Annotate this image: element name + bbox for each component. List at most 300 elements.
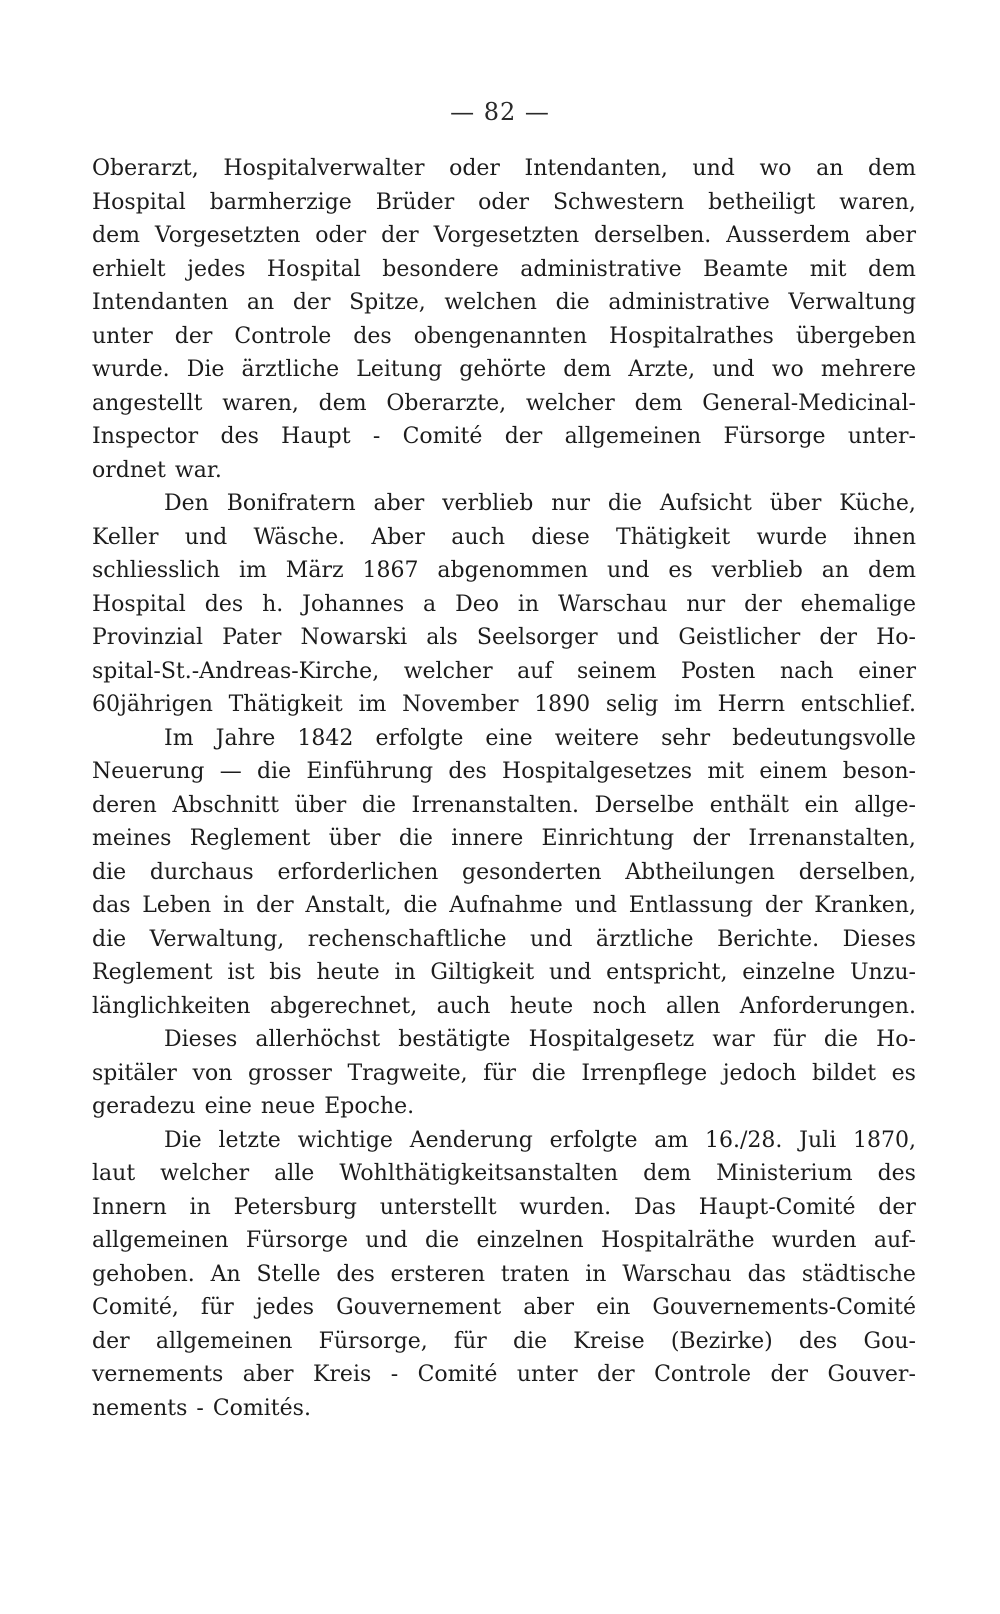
word: Seelsorger — [476, 625, 598, 650]
word: übergeben — [795, 323, 916, 349]
word: spital-St.-Andreas-Kirche, — [92, 658, 380, 684]
word: Die — [164, 1127, 202, 1153]
word: noch — [592, 993, 647, 1019]
word: - — [390, 1362, 399, 1387]
word: einer — [858, 658, 916, 684]
word: Posten — [680, 658, 756, 684]
word: jedes — [187, 256, 246, 282]
word: Leben — [142, 893, 212, 918]
text-line — [92, 1191, 916, 1225]
word: allen — [665, 993, 721, 1019]
word: März — [285, 558, 344, 583]
word: spitäler — [92, 1060, 177, 1086]
word: Nowarski — [300, 625, 408, 650]
word: Derselbe — [594, 792, 695, 818]
word: und — [549, 960, 592, 985]
word: Unzu- — [850, 960, 916, 985]
word: der — [255, 893, 294, 918]
word: erfolgte — [375, 725, 464, 751]
word: angestellt — [92, 390, 203, 416]
word: heute — [509, 993, 574, 1019]
word: h. — [262, 591, 284, 617]
word: erforderlichen — [277, 859, 439, 885]
page-number: — 82 — — [450, 98, 550, 126]
word: wo — [759, 156, 792, 181]
word: Hospitalgesetz — [528, 1027, 695, 1052]
text-line — [92, 1358, 916, 1392]
word: Stelle — [256, 1261, 321, 1287]
word: für — [453, 1328, 487, 1354]
word: neue — [260, 1094, 316, 1119]
word: betheiligt — [708, 189, 816, 215]
word: jedes — [255, 1295, 315, 1320]
word: Comités. — [212, 1395, 311, 1421]
word: aber — [242, 1362, 294, 1387]
word: des — [877, 1161, 916, 1186]
word: über — [328, 826, 381, 851]
word: Das — [633, 1194, 676, 1220]
word: der — [292, 290, 331, 315]
word: geradezu — [92, 1094, 196, 1119]
word: Reglement — [189, 826, 311, 851]
text-line — [92, 387, 916, 421]
word: sehr — [661, 725, 711, 751]
word: administrative — [520, 256, 682, 282]
word: Aber — [371, 524, 425, 550]
word: die — [823, 1027, 859, 1052]
word: die — [361, 792, 396, 818]
text-line — [92, 889, 916, 923]
word: ärztliche — [241, 357, 340, 382]
word: bedeutungsvolle — [732, 725, 916, 751]
word: an — [246, 290, 275, 315]
word: vernements — [92, 1362, 224, 1387]
word: aber — [523, 1295, 575, 1320]
word: bildet — [811, 1060, 877, 1086]
word: auch — [451, 524, 505, 550]
word: der — [381, 223, 419, 248]
word: Thätigkeit — [616, 524, 731, 550]
word: wurde. — [92, 357, 170, 382]
text-line — [92, 152, 916, 186]
word: der — [174, 323, 213, 349]
word: waren, — [222, 390, 299, 416]
word: im — [238, 558, 267, 583]
word: Hospitalräthe — [600, 1228, 755, 1253]
word: wo — [771, 357, 804, 382]
text-line — [92, 554, 916, 588]
text-line — [92, 1291, 916, 1325]
word: des — [448, 759, 487, 784]
text-line — [92, 1157, 916, 1191]
word: die — [607, 491, 643, 516]
word: für — [200, 1295, 234, 1320]
word: gehörte — [459, 357, 547, 382]
word: 1870, — [853, 1127, 916, 1153]
word: entspricht, — [606, 960, 728, 985]
word: im — [674, 692, 702, 717]
word: für — [483, 1060, 517, 1086]
word: mit — [809, 256, 847, 282]
text-line — [92, 1258, 916, 1292]
word: waren, — [839, 189, 916, 215]
word: - — [196, 1395, 204, 1421]
word: Gouvernements-Comité — [652, 1295, 916, 1320]
word: beson- — [842, 759, 916, 784]
word: dem — [643, 1161, 692, 1186]
word: auch — [436, 993, 491, 1019]
word: Gouvernement — [336, 1295, 502, 1320]
word: an — [816, 156, 844, 181]
word: ihnen — [853, 524, 916, 550]
word: dem — [868, 558, 916, 583]
word: unter — [516, 1362, 578, 1387]
word: Leitung — [356, 357, 443, 382]
word: mehrere — [820, 357, 916, 382]
word: des — [353, 323, 392, 349]
word: unter- — [847, 424, 916, 449]
word: Kreis — [312, 1362, 372, 1387]
word: Controle — [654, 1362, 751, 1387]
word: diese — [531, 524, 590, 550]
text-line — [92, 755, 916, 789]
word: Brüder — [375, 189, 455, 215]
word: von — [192, 1060, 233, 1086]
word: Tragweite, — [347, 1060, 468, 1086]
word: der — [770, 1362, 809, 1387]
word: 16./28. — [705, 1127, 783, 1153]
word: oder — [449, 156, 500, 181]
word: dem — [318, 390, 367, 416]
word: ein — [804, 792, 839, 818]
word: dem — [868, 156, 916, 181]
word: und — [712, 357, 755, 382]
word: Warschau — [622, 1261, 732, 1287]
word: einzelne — [742, 960, 836, 985]
word: aber — [373, 491, 425, 516]
word: Beamte — [703, 256, 789, 282]
word: Schwestern — [552, 189, 685, 215]
word: die — [403, 893, 438, 918]
word: bis — [269, 960, 302, 985]
word: bestätigte — [398, 1027, 511, 1052]
word: mit — [707, 759, 745, 784]
word: Comité — [417, 1362, 498, 1387]
word: Fürsorge — [245, 1228, 348, 1253]
word: die — [555, 290, 590, 315]
word: einzelnen — [476, 1228, 584, 1253]
word: Intendanten — [92, 290, 229, 315]
word: Ausserdem — [726, 223, 851, 248]
text-line — [92, 286, 916, 320]
word: rechenschaftliche — [307, 926, 507, 952]
word: der — [504, 424, 543, 449]
word: abgenommen — [437, 558, 589, 583]
word: welcher — [525, 390, 615, 416]
word: seinem — [577, 658, 657, 684]
word: Einrichtung — [541, 826, 675, 851]
word: An — [210, 1261, 241, 1287]
word: Einführung — [306, 759, 434, 784]
text-line — [92, 353, 916, 387]
word: entschlief. — [800, 692, 916, 717]
word: war — [712, 1027, 755, 1052]
word: gehoben. — [92, 1261, 195, 1287]
word: Geistlicher — [678, 625, 801, 650]
word: und — [692, 156, 735, 181]
word: Herrn — [717, 692, 786, 717]
word: Wohlthätigkeitsanstalten — [339, 1161, 619, 1186]
word: unter — [92, 323, 153, 349]
text-line — [92, 621, 916, 655]
word: in — [517, 591, 540, 617]
text-line — [92, 822, 916, 856]
text-line — [92, 219, 916, 253]
word: die — [256, 759, 292, 784]
word: dem — [634, 390, 683, 416]
word: Küche, — [839, 491, 916, 516]
word: das — [747, 1261, 787, 1287]
word: ein — [596, 1295, 631, 1320]
word: der — [92, 1328, 130, 1354]
word: 1890 — [534, 692, 591, 717]
word: der — [764, 893, 803, 918]
word: allgemeinen — [564, 424, 702, 449]
word: Ministerium — [716, 1161, 853, 1186]
word: meines — [92, 826, 172, 851]
word: ärztliche — [595, 926, 694, 952]
word: Irrenpflege — [581, 1060, 708, 1086]
word: es — [668, 558, 693, 583]
word: derselben, — [798, 859, 916, 885]
word: über — [769, 491, 822, 516]
word: - — [372, 424, 381, 449]
word: enthält — [709, 792, 789, 818]
word: städtische — [801, 1261, 916, 1287]
word: auf — [517, 658, 553, 684]
word: in — [189, 1194, 211, 1220]
text-line — [92, 1325, 916, 1359]
word: dem — [563, 357, 612, 382]
word: dem — [867, 256, 916, 282]
word: Aufnahme — [449, 893, 563, 918]
word: des — [220, 424, 259, 449]
word: die — [92, 859, 127, 885]
word: die — [425, 1228, 460, 1253]
text-line — [92, 1392, 916, 1426]
word: Hospital — [266, 256, 361, 282]
word: Dieses — [842, 926, 916, 952]
word: an — [821, 558, 850, 583]
word: Ho- — [876, 625, 916, 650]
word: verblieb — [711, 558, 803, 583]
word: erhielt — [92, 256, 166, 282]
text-line — [92, 420, 916, 454]
word: Abtheilungen — [625, 859, 775, 885]
word: a — [423, 591, 437, 617]
text-line — [92, 856, 916, 890]
text-line — [92, 1224, 916, 1258]
word: in — [394, 960, 416, 985]
text-line — [92, 1057, 916, 1091]
word: Entlassung — [628, 893, 754, 918]
word: Jahre — [215, 725, 276, 751]
text-line — [92, 789, 916, 823]
word: administrative — [608, 290, 770, 315]
word: und — [607, 558, 650, 583]
word: 1842 — [297, 725, 354, 751]
word: Berichte. — [717, 926, 820, 952]
word: Intendanten, — [524, 156, 668, 181]
word: Kreise — [573, 1328, 645, 1354]
word: für — [772, 1027, 806, 1052]
word: Giltigkeit — [430, 960, 535, 985]
word: letzte — [218, 1127, 281, 1153]
word: Fürsorge — [723, 424, 826, 449]
word: einem — [759, 759, 828, 784]
word: Reglement — [92, 960, 213, 985]
word: obengenannten — [413, 323, 587, 349]
word: aber — [865, 223, 916, 248]
text-line — [92, 588, 916, 622]
word: innere — [451, 826, 524, 851]
word: deren — [92, 792, 157, 818]
word: Arzte, — [628, 357, 696, 382]
text-line — [92, 487, 916, 521]
word: im — [358, 692, 387, 717]
word: laut — [92, 1161, 136, 1186]
word: General-Medicinal- — [702, 390, 916, 416]
word: Comité, — [92, 1295, 179, 1320]
word: es — [891, 1060, 916, 1086]
word: Inspector — [92, 424, 199, 449]
text-line — [92, 454, 916, 488]
word: Deo — [455, 591, 499, 617]
word: Petersburg — [233, 1194, 357, 1220]
word: Irrenanstalten, — [748, 826, 916, 851]
word: unterstellt — [379, 1194, 497, 1220]
word: Haupt — [281, 424, 351, 449]
word: wurden — [771, 1228, 857, 1253]
word: allgemeinen — [155, 1328, 293, 1354]
word: Provinzial — [92, 625, 203, 650]
word: November — [402, 692, 519, 717]
word: heute — [316, 960, 380, 985]
word: Irrenanstalten. — [411, 792, 580, 818]
word: barmherzige — [209, 189, 352, 215]
word: Oberarzte, — [386, 390, 507, 416]
word: welcher — [160, 1161, 250, 1186]
word: ersteren — [390, 1261, 486, 1287]
word: Ho- — [876, 1027, 916, 1052]
word: Haupt-Comité — [698, 1194, 856, 1220]
word: (Bezirke) — [670, 1328, 773, 1354]
word: verblieb — [442, 491, 534, 516]
word: Anforderungen. — [739, 993, 916, 1019]
word: Warschau — [558, 591, 668, 617]
word: wurde — [756, 524, 828, 550]
word: in — [222, 893, 245, 918]
word: der — [744, 591, 782, 617]
text-line — [92, 1124, 916, 1158]
word: Bonifratern — [226, 491, 356, 516]
word: das — [92, 893, 131, 918]
word: selig — [605, 692, 659, 717]
word: der — [878, 1194, 916, 1220]
text-line — [92, 956, 916, 990]
word: dem — [92, 223, 140, 248]
word: Controle — [234, 323, 332, 349]
word: schliesslich — [92, 558, 221, 583]
text-line — [92, 320, 916, 354]
text-line — [92, 186, 916, 220]
word: oder — [315, 223, 367, 248]
text-line — [92, 923, 916, 957]
word: länglichkeiten — [92, 993, 251, 1019]
word: Hospitalgesetzes — [502, 759, 693, 784]
word: Gou- — [863, 1328, 916, 1354]
text-line — [92, 688, 916, 722]
word: 60jährigen — [92, 692, 213, 717]
word: und — [616, 625, 660, 650]
word: allerhöchst — [255, 1027, 381, 1052]
word: des — [336, 1261, 375, 1287]
word: erfolgte — [549, 1127, 638, 1153]
word: Epoche. — [324, 1094, 415, 1119]
word: des — [798, 1328, 838, 1354]
word: Hospital — [92, 189, 186, 215]
word: Abschnitt — [172, 792, 279, 818]
word: Oberarzt, — [92, 156, 199, 181]
word: am — [654, 1127, 689, 1153]
word: 1867 — [362, 558, 419, 583]
word: Spitze, — [349, 290, 426, 315]
word: Vorgesetzten — [154, 223, 301, 248]
text-line — [92, 990, 916, 1024]
word: ehemalige — [800, 591, 916, 617]
word: allgemeinen — [92, 1228, 229, 1253]
word: nements — [92, 1395, 188, 1421]
word: Vorgesetzten — [433, 223, 580, 248]
word: der — [597, 1362, 635, 1387]
word: allge- — [854, 792, 916, 818]
word: alle — [274, 1161, 315, 1186]
word: die — [531, 1060, 566, 1086]
word: Neuerung — [92, 759, 205, 784]
word: Hospitalrathes — [609, 323, 774, 349]
word: als — [426, 625, 458, 650]
word: jedoch — [722, 1060, 797, 1086]
word: und — [365, 1228, 408, 1253]
word: Fürsorge, — [318, 1328, 428, 1354]
word: derselben. — [594, 223, 712, 248]
word: nach — [779, 658, 834, 684]
word: Aufsicht — [659, 491, 752, 516]
text-line — [92, 722, 916, 756]
word: abgerechnet, — [269, 993, 418, 1019]
word: die — [398, 826, 433, 851]
word: Im — [164, 725, 194, 751]
word: weitere — [554, 725, 640, 751]
word: über — [294, 792, 347, 818]
word: auf- — [873, 1228, 916, 1253]
word: Pater — [222, 625, 282, 650]
word: Anstalt, — [305, 893, 392, 918]
word: oder — [478, 189, 530, 215]
word: ordnet — [92, 457, 166, 483]
word: nur — [551, 491, 591, 516]
word: wichtige — [297, 1127, 393, 1153]
